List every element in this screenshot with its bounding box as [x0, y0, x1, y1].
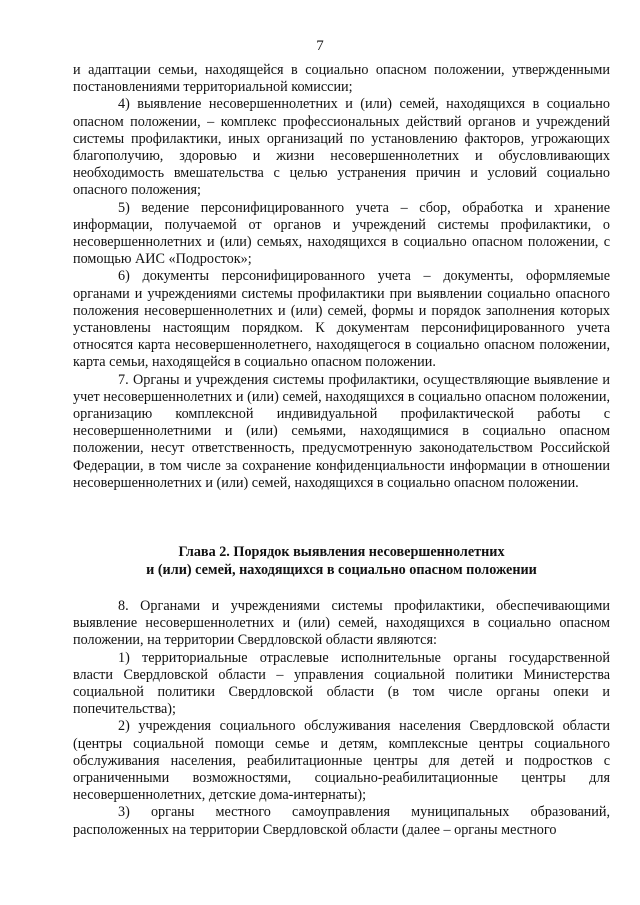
paragraph-clause-8: 8. Органами и учреждениями системы профилактики, обеспечивающими выявление несовершеннолетних и (или) семей, находящихся в социально опасном положении, на территории Свердловской области являются: [73, 598, 610, 649]
paragraph-subitem-2: 2) учреждения социального обслуживания населения Свердловской области (центры социальной помощи семье и детям, комплексные центры социального обслуживания населения, реабилитационные центры для детей и подростков с ограниченными возможностями, социально-реабилитационные центры для несовершеннолетних, детские дома-интернаты); [73, 718, 610, 804]
paragraph-item-6: 6) документы персонифицированного учета – документы, оформляемые органами и учреждениями системы профилактики при выявлении социально опасного положения несовершеннолетних и (или) семей, формы и порядок заполнения которых установлены настоящим порядком. К документам персонифицированного учета относятся карта несовершеннолетнего, находящегося в социально опасном положении, карта семьи, находящейся в социально опасном положении. [73, 268, 610, 371]
chapter-title [73, 544, 610, 579]
page-number: 7 [316, 38, 324, 54]
chapter-title-line-1: Глава 2. Порядок выявления несовершеннолетних [178, 544, 505, 560]
paragraph-subitem-1: 1) территориальные отраслевые исполнительные органы государственной власти Свердловской области – управления социальной политики Министерства социальной политики Свердловской области (в том числе органы опеки и попечительства); [73, 649, 610, 718]
paragraph-clause-7: 7. Органы и учреждения системы профилактики, осуществляющие выявление и учет несовершеннолетних и (или) семей, находящихся в социально опасном положении, организацию комплексной индивидуальной профилактической работы с несовершеннолетними и (или) семьями, находящимися в социально опасном положении, несут ответственность, предусмотренную законодательством Российской Федерации, в том числе за сохранение конфиденциальности информации в отношении несовершеннолетних и (или) семей, находящихся в социально опасном положении. [73, 371, 610, 491]
paragraph-item-5: 5) ведение персонифицированного учета – сбор, обработка и хранение информации, получаемой от органов и учреждений системы профилактики, о несовершеннолетних и (или) семьях, находящихся в социально опасном положении, с помощью АИС «Подросток»; [73, 199, 610, 268]
paragraph-item-4: 4) выявление несовершеннолетних и (или) семей, находящихся в социально опасном положении, – комплекс профессиональных действий органов и учреждений системы профилактики, иных организаций по установлению факторов, угрожающих благополучию, здоровью и жизни несовершеннолетних и обусловливающих необходимость вмешательства с целью устранения причин и условий социально опасного положения; [73, 96, 610, 199]
text-block-bottom [73, 598, 610, 839]
text-block-top [73, 62, 610, 492]
chapter-title-line-2: и (или) семей, находящихся в социально опасном положении [146, 561, 537, 578]
paragraph-continuation: и адаптации семьи, находящейся в социально опасном положении, утвержденными постановлениями территориальной комиссии; [73, 62, 610, 96]
paragraph-subitem-3: 3) органы местного самоуправления муниципальных образований, расположенных на территории Свердловской области (далее – органы местного [73, 804, 610, 838]
